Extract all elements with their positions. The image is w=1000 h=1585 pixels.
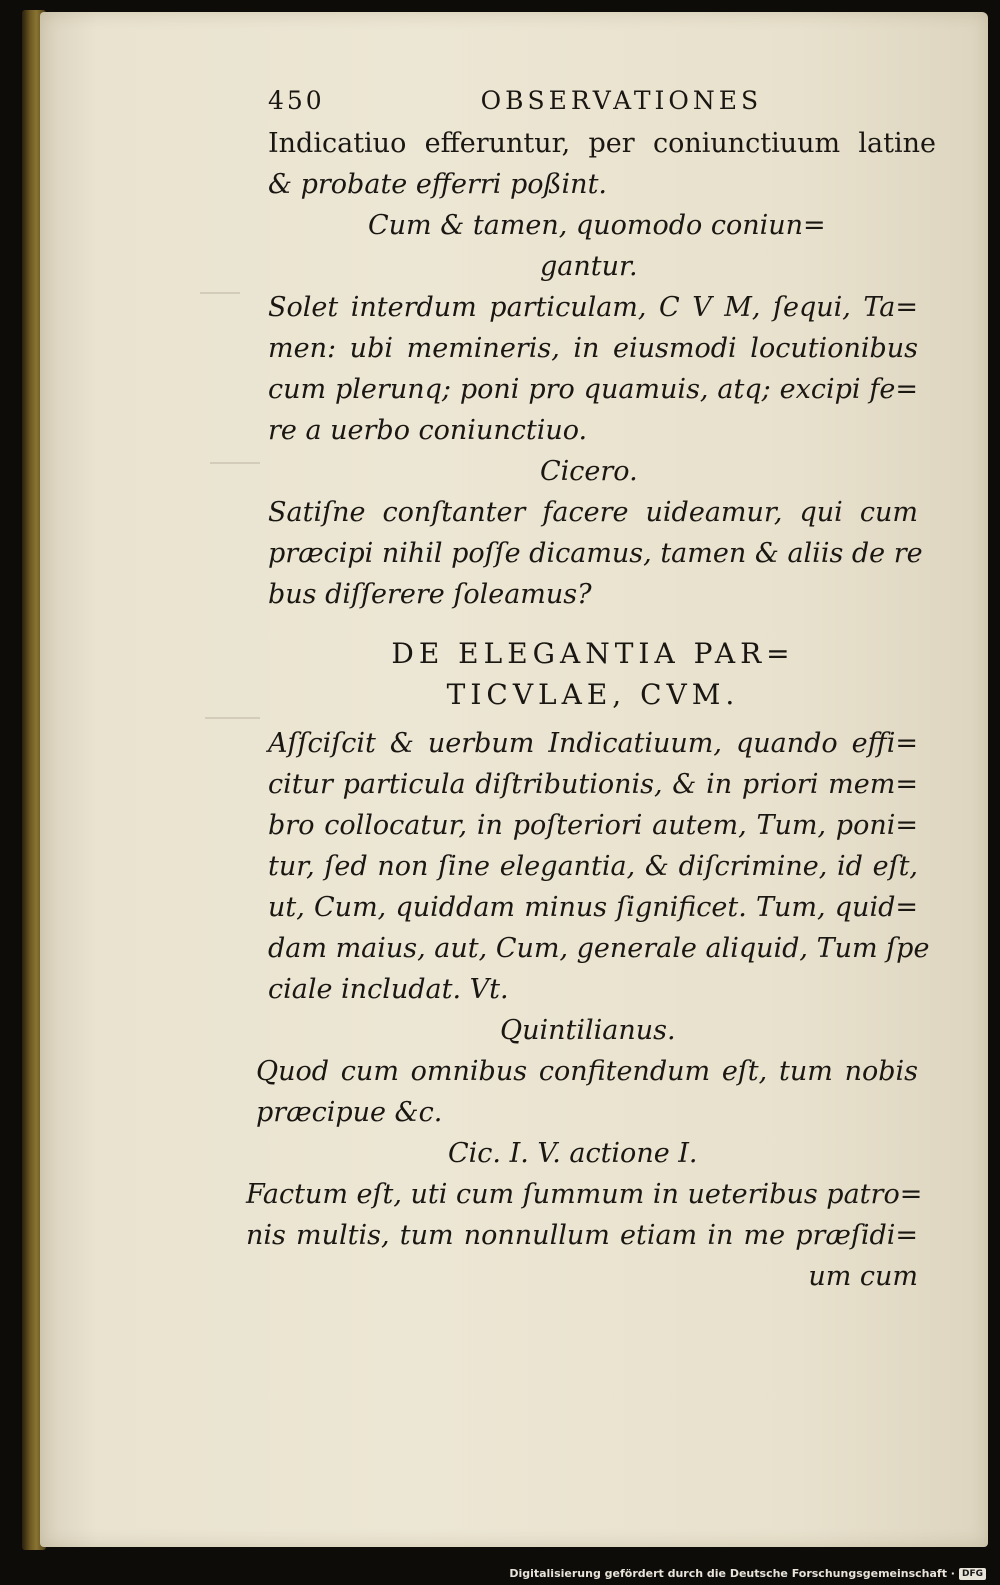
text-line: Aſſciſcit & uerbum Indicatiuum, quando effi= xyxy=(268,728,918,759)
text-line: re a uerbo coniunctiuo. xyxy=(268,415,588,446)
speaker-label: Quintilianus. xyxy=(500,1015,676,1046)
show-through-mark xyxy=(200,262,240,294)
spacer xyxy=(268,715,918,723)
section-heading: TICVLAE, CVM. xyxy=(446,678,740,711)
spacer xyxy=(268,615,918,623)
digitization-footer xyxy=(509,1567,986,1580)
speaker-label: Cic. I. V. actione I. xyxy=(448,1138,698,1169)
text-line: præcipue &c. xyxy=(256,1097,443,1128)
text-line: Satiſne conſtanter facere uideamur, qui cum xyxy=(268,497,918,528)
text-line: citur particula diſtributionis, & in priori mem= xyxy=(268,769,918,800)
text-line: Indicatiuo efferuntur, per coniunctiuum latine xyxy=(268,128,936,159)
text-line: Cum & tamen, quomodo coniun= xyxy=(368,210,826,241)
text-line: & probate efferri poßint. xyxy=(268,169,608,200)
speaker-label: Cicero. xyxy=(540,456,638,487)
section-heading: DE ELEGANTIA PAR= xyxy=(391,637,795,670)
text-line: cum plerunq; poni pro quamuis, atq; excipi fe= xyxy=(268,374,918,405)
text-line: ut, Cum, quiddam minus ſignificet. Tum, quid= xyxy=(268,892,918,923)
text-line: Factum eſt, uti cum ſummum in ueteribus patro= xyxy=(246,1179,923,1210)
text-line: nis multis, tum nonnullum etiam in me præſidi= xyxy=(246,1220,918,1251)
text-line: ciale includat. Vt. xyxy=(268,974,509,1005)
show-through-mark xyxy=(210,432,260,464)
footer-text: Digitalisierung gefördert durch die Deutsche Forschungsgemeinschaft · xyxy=(509,1567,955,1580)
text-line: dam maius, aut, Cum, generale aliquid, Tum ſpe xyxy=(268,933,930,964)
text-line: gantur. xyxy=(540,251,638,282)
text-line: men: ubi memineris, in eiusmodi locutionibus xyxy=(268,333,918,364)
show-through-mark xyxy=(205,687,260,719)
text-line: bus diſſerere ſoleamus? xyxy=(268,579,592,610)
running-head xyxy=(268,80,918,121)
running-title: OBSERVATIONES xyxy=(480,86,763,115)
page-number: 450 xyxy=(268,86,325,115)
text-line: Quod cum omnibus confitendum eſt, tum nobis xyxy=(256,1056,918,1087)
text-line: Solet interdum particulam, C V M, ſequi, Ta= xyxy=(268,292,918,323)
text-line: bro collocatur, in poſteriori autem, Tum, poni= xyxy=(268,810,918,841)
text-line: præcipi nihil poſſe dicamus, tamen & aliis de re xyxy=(268,538,923,569)
catchword: um cum xyxy=(808,1261,918,1292)
dfg-logo: DFG xyxy=(959,1568,986,1580)
text-block xyxy=(246,80,936,1297)
text-line: tur, ſed non ſine elegantia, & diſcrimine, id eſt, xyxy=(268,851,918,882)
